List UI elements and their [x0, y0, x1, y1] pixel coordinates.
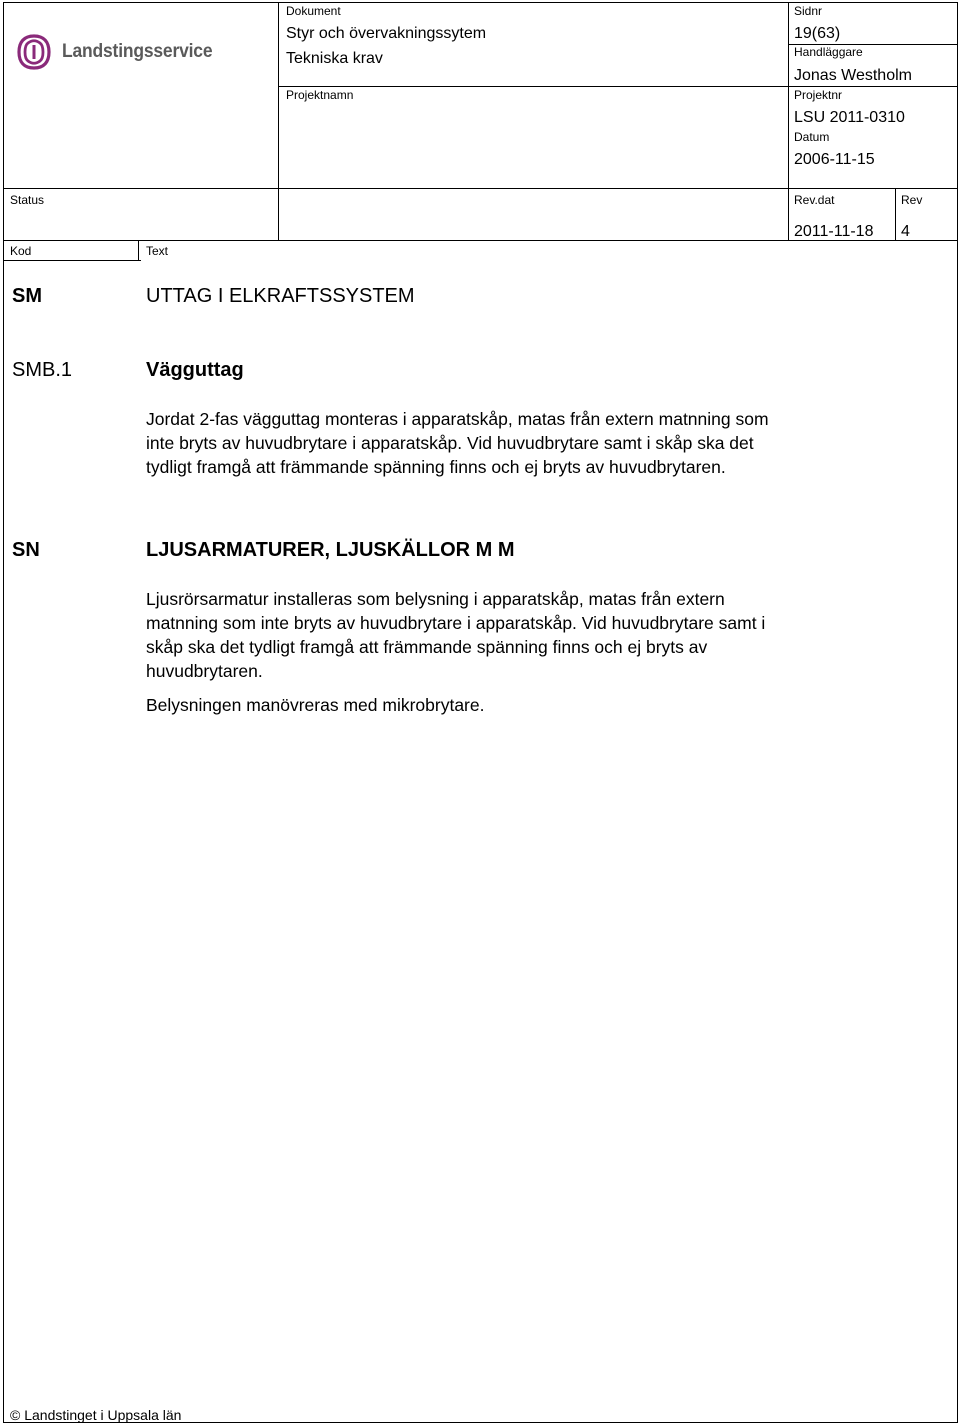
paragraph: Jordat 2-fas vägguttag monteras i apparatskåp, matas från extern matnning som inte bryts av huvudbrytare i apparatskåp. Vid huvudbrytare samt i skåp ska det tydligt framgå att främmande spänning finns och ej bryts av huvudbrytaren.	[146, 409, 769, 477]
projektnamn-label: Projektnamn	[286, 88, 354, 102]
revdat-label: Rev.dat	[794, 193, 835, 207]
text-label: Text	[146, 244, 169, 258]
section-body-smb1	[146, 407, 771, 479]
dokument-title-line1: Styr och övervakningssytem	[286, 25, 487, 42]
header-divider	[138, 240, 139, 260]
company-logo	[16, 32, 225, 72]
logo-text: Landstingsservice	[62, 41, 213, 62]
dokument-title-line2: Tekniska krav	[286, 50, 383, 67]
footer	[10, 1407, 181, 1423]
projektnr-label: Projektnr	[794, 88, 843, 102]
datum-label: Datum	[794, 130, 830, 144]
handlaggare-label: Handläggare	[794, 45, 863, 59]
dokument-label: Dokument	[286, 4, 341, 18]
section-title-smb1: Vägguttag	[146, 359, 244, 381]
sidnr-value: 19(63)	[794, 25, 841, 42]
section-code-sn: SN	[12, 539, 40, 561]
revdat-value: 2011-11-18	[794, 223, 874, 240]
copyright-text: Landstinget i Uppsala län	[24, 1407, 182, 1423]
projektnr-value: LSU 2011-0310	[794, 109, 905, 126]
section-body-sn	[146, 587, 786, 717]
header-rule	[3, 188, 958, 189]
section-title-sn: LJUSARMATURER, LJUSKÄLLOR M M	[146, 539, 515, 561]
handlaggare-value: Jonas Westholm	[794, 67, 912, 84]
datum-value: 2006-11-15	[794, 151, 875, 168]
section-code-sm: SM	[12, 285, 42, 307]
section-code-smb1: SMB.1	[12, 359, 73, 381]
section-title-sm: UTTAG I ELKRAFTSSYSTEM	[146, 285, 415, 307]
status-label: Status	[10, 193, 45, 207]
header-rule	[278, 86, 958, 87]
header-divider	[895, 188, 896, 240]
header-divider	[788, 2, 789, 240]
paragraph: Belysningen manövreras med mikrobrytare.	[146, 695, 485, 715]
header-rule	[3, 260, 141, 261]
rev-label: Rev	[901, 193, 923, 207]
rev-value: 4	[901, 223, 910, 240]
landstingsservice-logo-icon	[16, 33, 52, 71]
paragraph: Ljusrörsarmatur installeras som belysning i apparatskåp, matas från extern matnning som inte bryts av huvudbrytare i apparatskåp. Vid huvudbrytare samt i skåp ska det tydligt framgå att främmande spänning finns och ej bryts av huvudbrytaren.	[146, 589, 766, 681]
header-divider	[278, 2, 279, 240]
copyright-icon: ©	[10, 1407, 21, 1423]
kod-label: Kod	[10, 244, 32, 258]
sidnr-label: Sidnr	[794, 4, 823, 18]
